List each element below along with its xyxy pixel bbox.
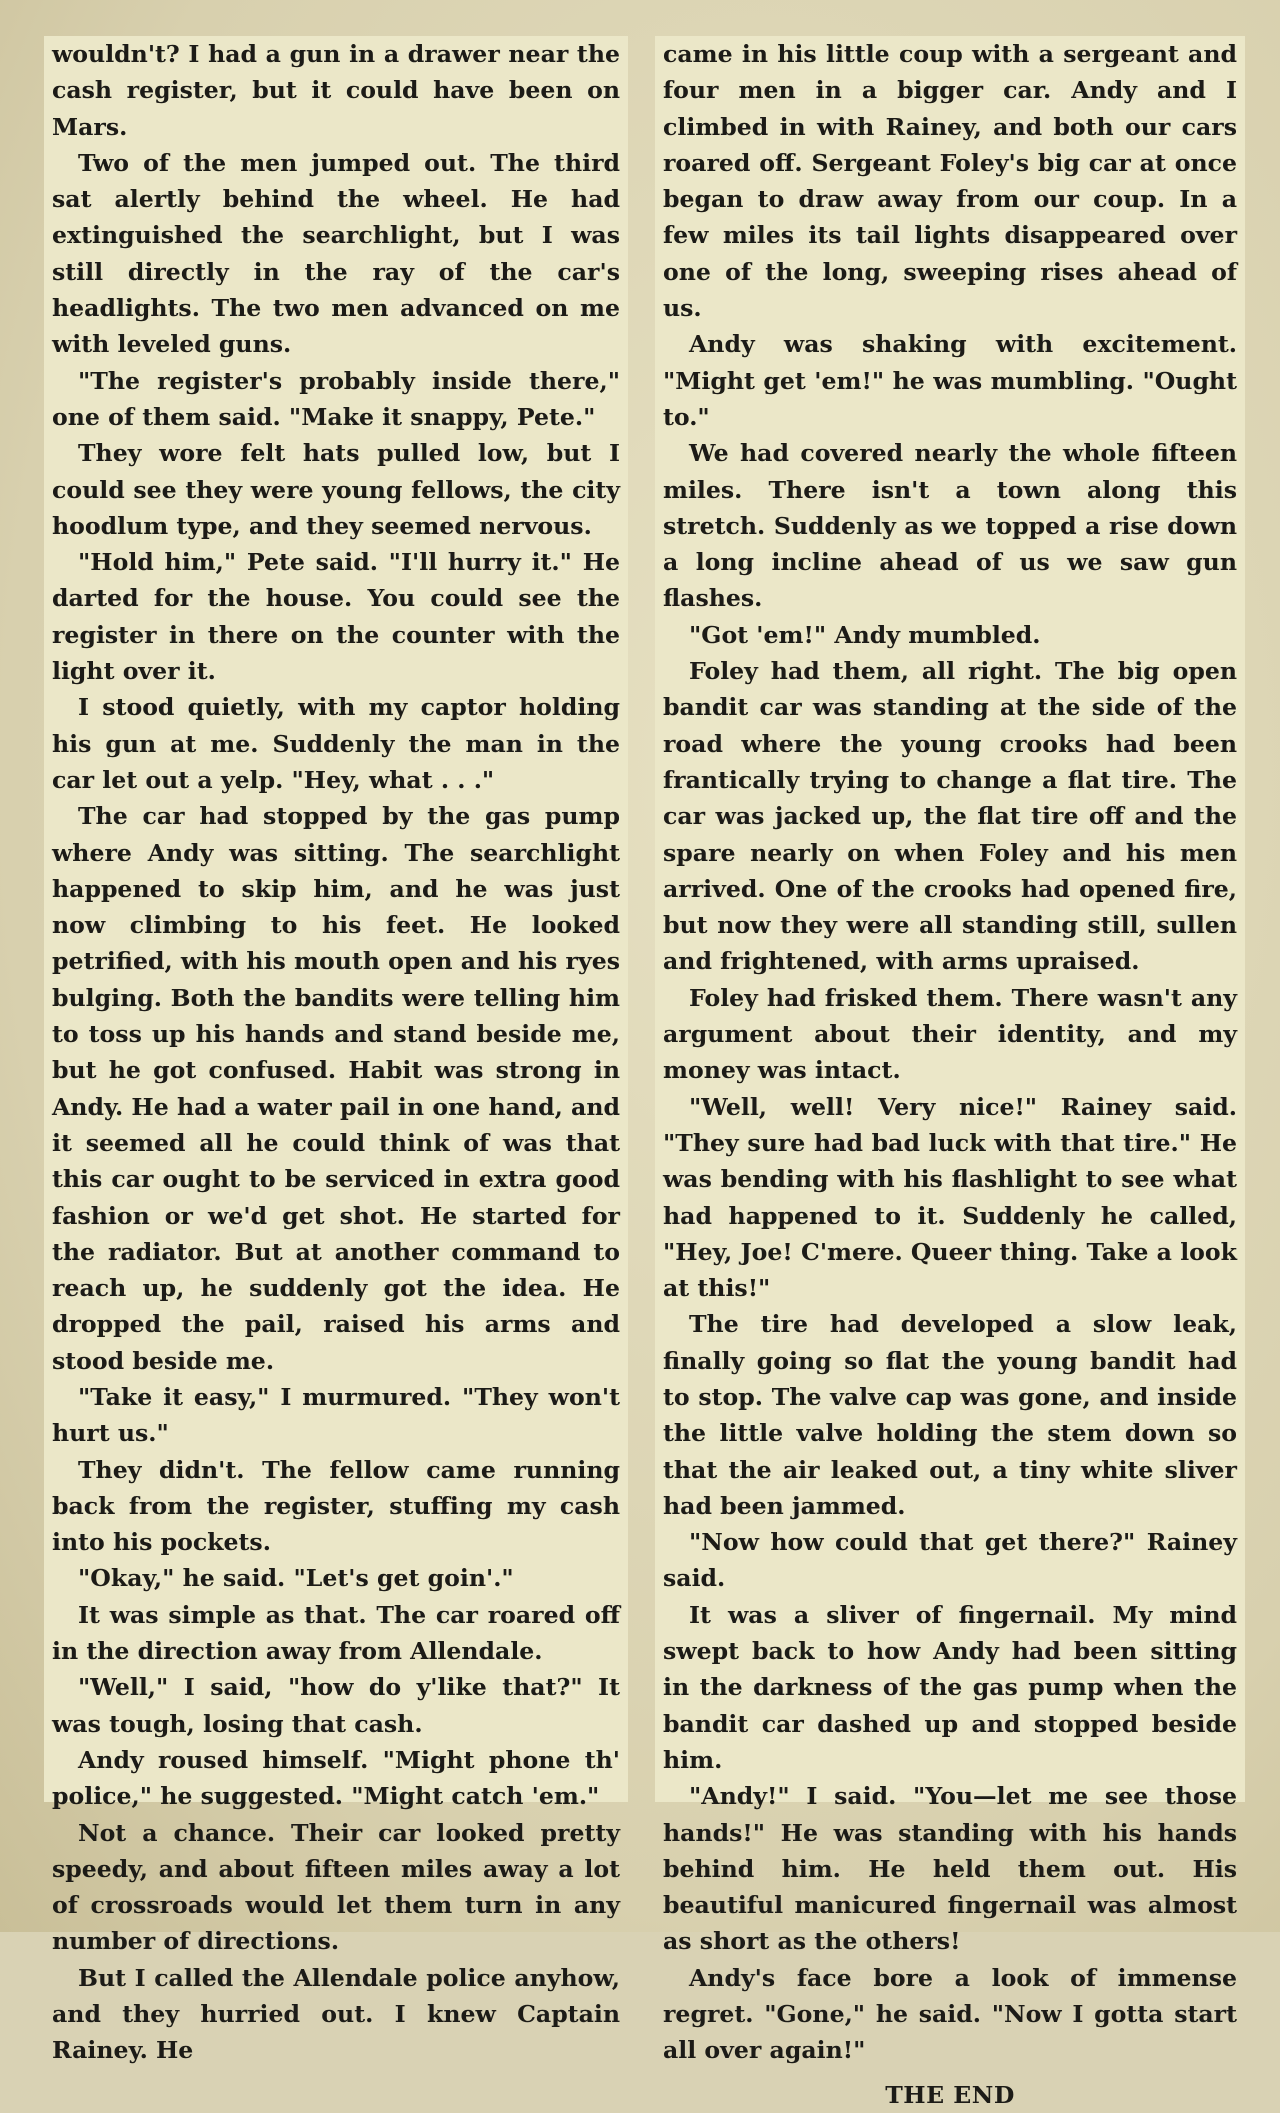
paragraph: "Now how could that get there?" Rainey said. <box>663 1528 1237 1593</box>
the-end-label: THE END <box>885 2080 1015 2109</box>
paragraph: It was a sliver of fingernail. My mind swept back to how Andy had been sitting in the darkness of the gas pump when the bandit car dashed up and stopped beside him. <box>663 1600 1237 1774</box>
paragraph: It was simple as that. The car roared off in the direction away from Allendale. <box>52 1600 620 1666</box>
left-text-column <box>44 36 628 2065</box>
paragraph: "Hold him," Pete said. "I'll hurry it." He darted for the house. You could see the register in there on the counter with the light over it. <box>52 548 620 686</box>
paragraph: Foley had frisked them. There wasn't any argument about their identity, and my money was intact. <box>663 983 1237 1085</box>
paragraph: "Andy!" I said. "You—let me see those hands!" He was standing with his hands behind him. He held them out. His beautiful manicured fingernail was almost as short as the others! <box>663 1782 1237 1956</box>
paragraph: Andy's face bore a look of immense regret. "Gone," he said. "Now I gotta start all over again!" <box>663 1963 1237 2065</box>
paragraph: Foley had them, all right. The big open bandit car was standing at the side of the road where the young crooks had been frantically trying to change a flat tire. The car was jacked up, the flat tire off and the spare nearly on when Foley and his men arrived. One of the crooks had opened fire, but now they were all standing still, sullen and frightened, with arms upraised. <box>663 657 1237 976</box>
paragraph: We had covered nearly the whole fifteen miles. There isn't a town along this stretch. Suddenly as we topped a rise down a long incline ahead of us we saw gun flashes. <box>663 439 1237 613</box>
paragraph: They didn't. The fellow came running back from the register, stuffing my cash into his pockets. <box>52 1455 620 1557</box>
paragraph: The tire had developed a slow leak, finally going so flat the young bandit had to stop. The valve cap was gone, and inside the little valve holding the stem down so that the air leaked out, a tiny white sliver had been jammed. <box>663 1310 1237 1520</box>
paragraph: Not a chance. Their car looked pretty speedy, and about fifteen miles away a lot of crossroads would let them turn in any number of directions. <box>52 1818 620 1956</box>
paragraph: wouldn't? I had a gun in a drawer near the cash register, but it could have been on Mars. <box>52 40 620 141</box>
paragraph: The car had stopped by the gas pump where Andy was sitting. The searchlight happened to skip him, and he was just now climbing to his feet. He looked petrified, with his mouth open and his ryes bulging. Both the bandits were telling him to toss up his hands and stand beside me, but he got confused. Habit was strong in Andy. He had a water pail in one hand, and it seemed all he could think of was that this car ought to be serviced in extra good fashion or we'd get shot. He started for the radiator. But at another command to reach up, he suddenly got the idea. He dropped the pail, raised his arms and stood beside me. <box>52 802 620 1375</box>
paragraph: Two of the men jumped out. The third sat alertly behind the wheel. He had extinguished the searchlight, but I was still directly in the ray of the car's headlights. The two men advanced on me with leveled guns. <box>52 148 620 359</box>
paragraph: "Well," I said, "how do y'like that?" It was tough, losing that cash. <box>52 1673 620 1738</box>
paragraph: Andy roused himself. "Might phone th' police," he suggested. "Might catch 'em." <box>52 1745 620 1811</box>
right-text-column <box>655 36 1245 2109</box>
paragraph: I stood quietly, with my captor holding his gun at me. Suddenly the man in the car let out a yelp. "Hey, what . . ." <box>52 693 620 794</box>
paragraph: Andy was shaking with excitement. "Might get 'em!" he was mumbling. "Ought to." <box>663 330 1237 431</box>
paragraph: They wore felt hats pulled low, but I could see they were young fellows, the city hoodlum type, and they seemed nervous. <box>52 439 620 540</box>
paragraph: "The register's probably inside there," one of them said. "Make it snappy, Pete." <box>52 366 620 431</box>
paragraph: But I called the Allendale police anyhow, and they hurried out. I knew Captain Rainey. He <box>52 1963 620 2065</box>
paragraph: "Okay," he said. "Let's get goin'." <box>78 1564 514 1593</box>
paragraph: "Got 'em!" Andy mumbled. <box>689 620 1041 649</box>
paragraph: came in his little coup with a sergeant and four men in a bigger car. Andy and I climbed in with Rainey, and both our cars roared off. Sergeant Foley's big car at once began to draw away from our coup. In a few miles its tail lights disappeared over one of the long, sweeping rises ahead of us. <box>663 40 1237 323</box>
paragraph: "Take it easy," I murmured. "They won't hurt us." <box>52 1382 620 1448</box>
paragraph: "Well, well! Very nice!" Rainey said. "They sure had bad luck with that tire." He was bending with his flashlight to see what had happened to it. Suddenly he called, "Hey, Joe! C'mere. Queer thing. Take a look at this!" <box>663 1092 1237 1303</box>
